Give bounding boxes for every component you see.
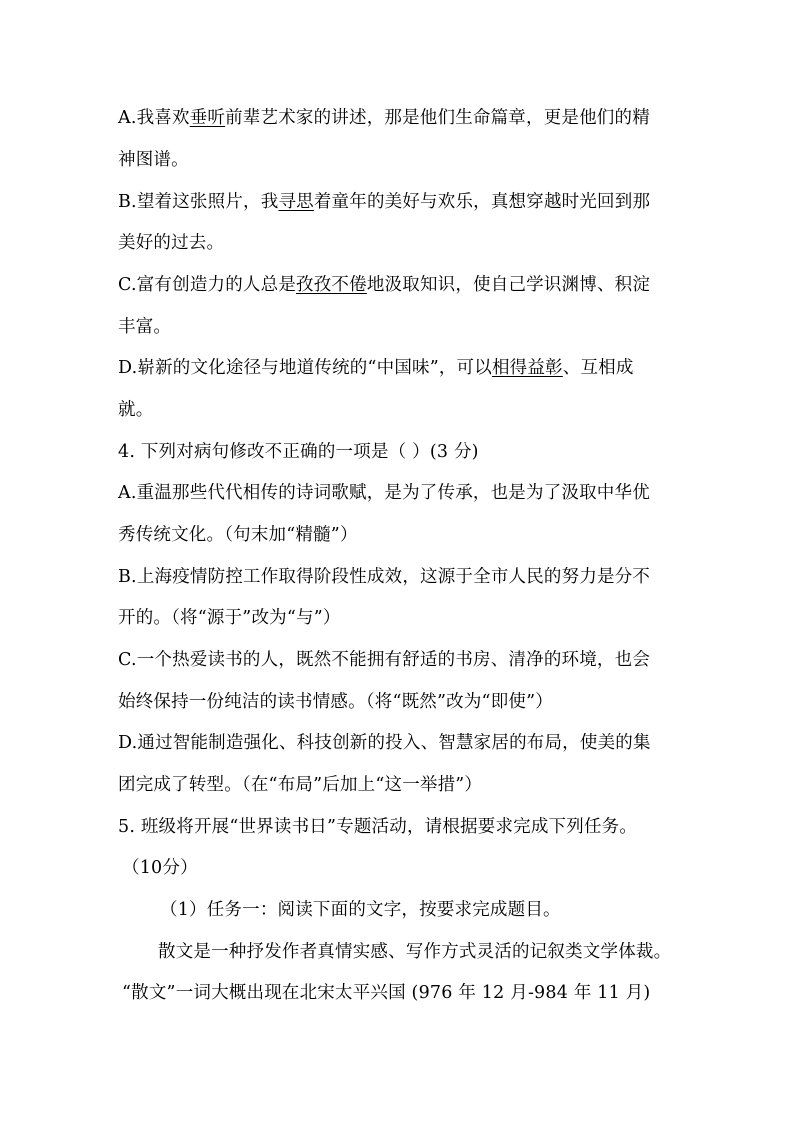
underlined-word: 孜孜不倦 bbox=[296, 275, 367, 295]
q4-option-a-line1: A.重温那些代代相传的诗词歌赋，是为了传承，也是为了汲取中华优 bbox=[118, 483, 650, 503]
q5-task1: （1）任务一：阅读下面的文字，按要求完成题目。 bbox=[160, 900, 561, 920]
q4-option-c-line2: 始终保持一份纯洁的读书情感。（将“既然”改为“即使”） bbox=[118, 692, 553, 712]
q4-option-a-line2: 秀传统文化。（句末加“精髓”） bbox=[118, 525, 358, 545]
q5-stem: 5. 班级将开展“世界读书日”专题活动，请根据要求完成下列任务。 bbox=[118, 817, 638, 837]
text: A.我喜欢 bbox=[118, 108, 190, 128]
q3-option-b-line2: 美好的过去。 bbox=[118, 233, 225, 253]
q5-score: （10分） bbox=[122, 858, 198, 878]
q3-option-b-line1 bbox=[118, 190, 650, 214]
underlined-word: 相得益彰 bbox=[491, 358, 563, 378]
q4-option-d-line1: D.通过智能制造强化、科技创新的投入、智慧家居的布局，使美的集 bbox=[118, 733, 651, 753]
q4-option-d-line2: 团完成了转型。（在“布局”后加上“这一举措”） bbox=[118, 775, 483, 795]
q4-option-b-line1: B.上海疫情防控工作取得阶段性成效，这源于全市人民的努力是分不 bbox=[118, 567, 651, 587]
text: 、互相成 bbox=[562, 358, 634, 378]
text: D.崭新的文化途径与地道传统的“中国味”，可以 bbox=[118, 358, 492, 378]
text: B.望着这张照片，我 bbox=[118, 192, 279, 212]
q5-paragraph-line2: “散文”一词大概出现在北宋太平兴国 (976 年 12 月-984 年 11 月) bbox=[122, 983, 651, 1003]
q3-option-c-line2: 丰富。 bbox=[118, 317, 172, 337]
q3-option-d-line2: 就。 bbox=[118, 400, 154, 420]
text: 前辈艺术家的讲述，那是他们生命篇章，更是他们的精 bbox=[225, 108, 650, 128]
q5-paragraph-line1: 散文是一种抒发作者真情实感、写作方式灵活的记叙类文学体裁。 bbox=[158, 942, 672, 962]
q3-option-a-line1 bbox=[118, 106, 650, 130]
q4-option-b-line2: 开的。（将“源于”改为“与”） bbox=[118, 608, 341, 628]
text: C.富有创造力的人总是 bbox=[118, 275, 297, 295]
q3-option-d-line1 bbox=[118, 356, 634, 380]
text: 地汲取知识，使自己学识渊博、积淀 bbox=[366, 275, 651, 295]
q4-option-c-line1: C.一个热爱读书的人，既然不能拥有舒适的书房、清净的环境，也会 bbox=[118, 650, 651, 670]
text: 着童年的美好与欢乐，真想穿越时光回到那 bbox=[313, 192, 651, 212]
q3-option-c-line1 bbox=[118, 273, 650, 297]
underlined-word: 垂听 bbox=[189, 108, 226, 128]
q3-option-a-line2: 神图谱。 bbox=[118, 150, 189, 170]
q4-stem: 4. 下列对病句修改不正确的一项是（ ）(3 分) bbox=[118, 442, 479, 462]
underlined-word: 寻思 bbox=[278, 192, 314, 212]
